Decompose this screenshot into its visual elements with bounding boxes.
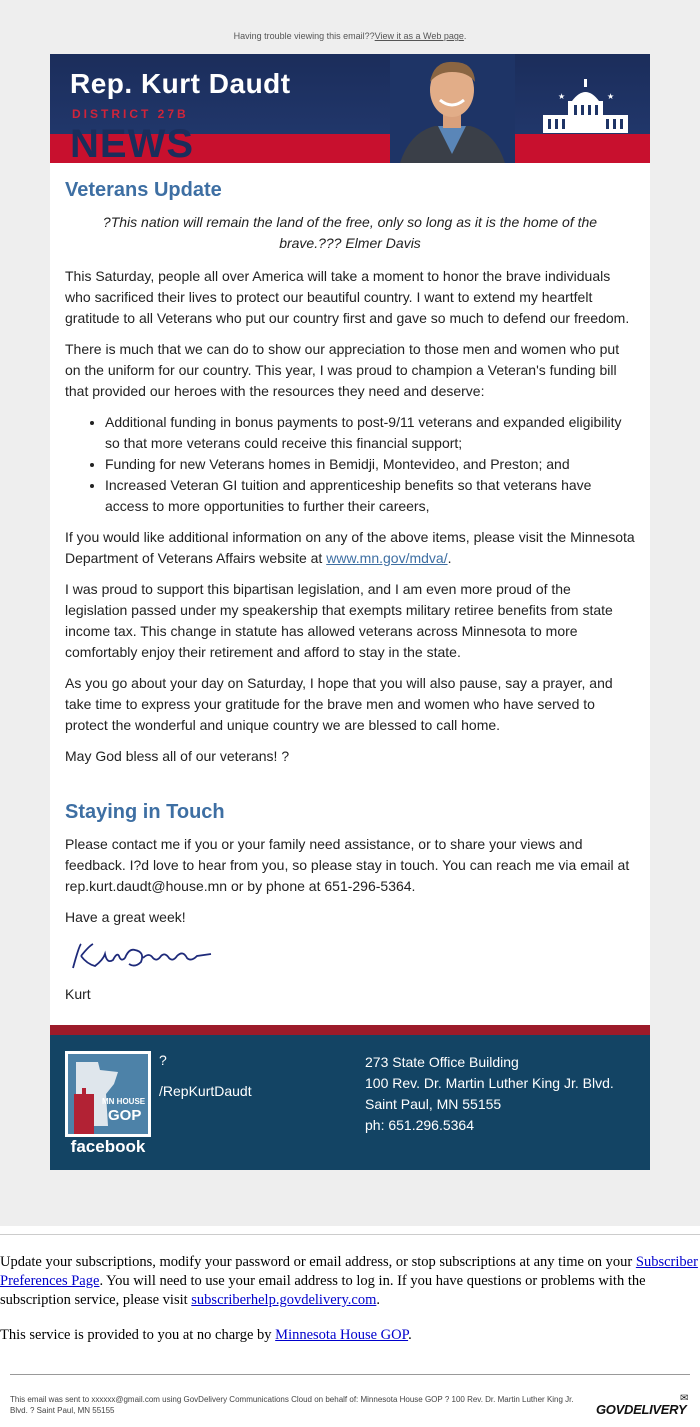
banner-name: Rep. Kurt Daudt: [70, 68, 291, 99]
banner-district: DISTRICT 27B: [72, 107, 189, 121]
service-text-end: .: [408, 1327, 412, 1343]
facebook-handle-link[interactable]: /RepKurtDaudt: [159, 1083, 252, 1099]
svg-text:★: ★: [558, 92, 566, 101]
top-note: [0, 31, 700, 41]
list-item: • Increased Veteran GI tuition and apprenticeship benefits so that veterans have access to more opportunities to further their careers,: [105, 475, 635, 517]
section-spacer: [65, 777, 635, 799]
svg-text:★: ★: [607, 92, 615, 101]
phone-line: ph: 651.296.5364: [365, 1117, 474, 1133]
top-note-end: .: [463, 31, 467, 41]
header-banner: [50, 54, 650, 163]
logo-line-1: MN HOUSE: [102, 1097, 146, 1106]
subscriber-preferences-link[interactable]: Subscriber Preferences Page: [0, 1254, 698, 1289]
paragraph-3-text: If you would like additional information on any of the above items, please visit the Minnesota Department of Veterans Affairs website at: [65, 529, 635, 566]
service-text: This service is provided to you at no charge by: [0, 1327, 276, 1343]
address-line: Saint Paul, MN 55155: [365, 1096, 502, 1112]
subscriber-help-link[interactable]: subscriberhelp.govdelivery.com: [191, 1292, 377, 1308]
subscription-info: [0, 1234, 700, 1361]
staying-in-touch-title: Staying in Touch: [65, 801, 225, 823]
subscription-text-end: .: [376, 1292, 380, 1308]
email-card: [50, 54, 650, 1170]
subscription-text: Update your subscriptions, modify your password or email address, or stop subscriptions at any time on your: [0, 1254, 636, 1270]
paragraph-3: [65, 527, 635, 569]
elmer-davis-quote: ?This nation will remain the land of the free, only so long as it is the home of the brave.??? Elmer Davis: [102, 214, 598, 251]
office-address: [365, 1052, 614, 1136]
subscription-paragraph: [0, 1253, 700, 1310]
mdva-website-link[interactable]: www.mn.gov/mdva/: [326, 550, 448, 566]
paragraph-6: May God bless all of our veterans! ?: [65, 748, 290, 764]
paragraph-3-end: .: [447, 550, 452, 566]
minnesota-house-gop-link[interactable]: Minnesota House GOP: [275, 1327, 409, 1343]
email-content: [50, 163, 650, 1025]
contact-paragraph: Please contact me if you or your family need assistance, or to share your views and feedback. I?d love to hear from you, so please stay in touch. You can reach me via email at rep.kurt.daudt@house.mn or by phone at 651-296-5364.: [65, 836, 630, 894]
paragraph-2: There is much that we can do to show our appreciation to those men and women who put on the uniform for our country. This year, I was proud to champion a Veteran's funding bill that provided our heroes with the resources they need and deserve:: [65, 341, 620, 399]
view-web-page-link[interactable]: View it as a Web page: [374, 31, 464, 41]
greeting-paragraph: Have a great week!: [65, 909, 186, 925]
govdelivery-logo[interactable]: GOVDELIVERY: [596, 1402, 687, 1417]
footer-red-line: [50, 1025, 650, 1035]
representative-photo-icon: [390, 54, 515, 163]
footer-question-mark: ?: [159, 1052, 167, 1068]
subscription-text-mid: . You will need to use your email address to log in. If you have questions or problems with the subscription service, please visit: [0, 1273, 646, 1308]
footer: [50, 1035, 650, 1170]
govdelivery-divider: [10, 1374, 690, 1375]
paragraph-1: This Saturday, people all over America will take a moment to honor the brave individuals who sacrificed their lives to protect our beautiful country. I want to extend my heartfelt gratitude to all Veterans who put our country first and gave so much to defend our freedom.: [65, 268, 630, 326]
capitol-building-icon: [538, 79, 633, 135]
banner-news-text: NEWS: [70, 122, 194, 163]
funding-list: [65, 412, 635, 517]
veterans-update-title: Veterans Update: [65, 179, 222, 201]
list-item: • Additional funding in bonus payments to post-9/11 veterans and expanded eligibility so that more veterans could receive this financial support;: [105, 412, 635, 454]
facebook-link[interactable]: [65, 1051, 151, 1155]
address-line: 273 State Office Building: [365, 1054, 519, 1070]
service-paragraph: [0, 1326, 700, 1345]
address-line: 100 Rev. Dr. Martin Luther King Jr. Blvd.: [365, 1075, 614, 1091]
govdelivery-note: This email was sent to xxxxxx@gmail.com using GovDelivery Communications Cloud on behalf of: Minnesota House GOP ? 100 Rev. Dr. Martin Luther King Jr. Blvd. ? Saint Paul, MN 55155: [10, 1395, 574, 1415]
envelope-icon: ✉: [680, 1393, 689, 1404]
signature-icon: [65, 938, 215, 978]
logo-line-2: GOP: [108, 1107, 142, 1124]
list-item: • Funding for new Veterans homes in Bemidji, Montevideo, and Preston; and: [105, 454, 635, 475]
paragraph-5: As you go about your day on Saturday, I hope that you will also pause, say a prayer, and take time to express your gratitude for the brave men and women who have served to protect the wonderful and unique country we are blessed to call home.: [65, 675, 613, 733]
mn-house-gop-logo-icon: [68, 1054, 148, 1134]
facebook-label: facebook: [70, 1137, 146, 1156]
paragraph-4: I was proud to support this bipartisan legislation, and I am even more proud of the legislation passed under my speakership that exempts military retiree benefits from state income tax. This change in statute has allowed veterans across Minnesota to more comfortably enjoy their retirement and afford to stay in the state.: [65, 581, 613, 660]
top-note-text: Having trouble viewing this email??: [233, 31, 375, 41]
signoff: Kurt: [65, 986, 91, 1002]
